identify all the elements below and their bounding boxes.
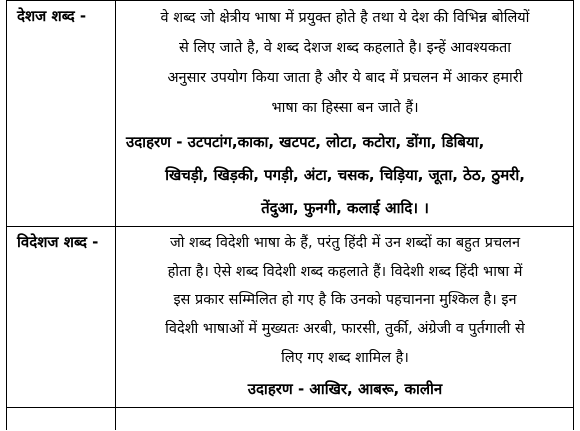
term-cell bbox=[7, 1, 116, 227]
description-line: भाषा का हिस्सा बन जाते हैं। bbox=[271, 100, 419, 116]
word-type-sheet bbox=[6, 0, 574, 431]
example-line: तेंदुआ, फुनगी, कलाई आदि। । bbox=[261, 199, 429, 217]
description-line: होता है। ऐसे शब्द विदेशी शब्द कहलाते हैं। विदेशी शब्द हिंदी भाषा में bbox=[167, 264, 523, 280]
description-line: इस प्रकार सम्मिलित हो गए है कि उनको पहचानना मुश्किल है। इन bbox=[173, 292, 517, 308]
term-label: विदेशज शब्द - bbox=[17, 233, 99, 251]
table-row-deshaj bbox=[7, 1, 574, 227]
table-row-empty bbox=[7, 408, 574, 431]
description-line: विदेशी भाषाओं में मुख्यतः अरबी, फारसी, तुर्की, अंग्रेजी व पुर्तगाली से bbox=[165, 321, 525, 337]
description-cell bbox=[116, 227, 574, 408]
example-line: उदाहरण - उटपटांग,काका, खटपट, लोटा, कटोरा, डोंगा, डिबिया, bbox=[126, 133, 485, 151]
word-types-table bbox=[6, 0, 574, 430]
description-line: लिए गए शब्द शामिल है। bbox=[281, 350, 409, 366]
description-cell bbox=[116, 1, 574, 227]
description-line: से लिए जाते है, वे शब्द देशज शब्द कहलाते है। इन्हें आवश्यकता bbox=[179, 40, 511, 56]
term-label: देशज शब्द - bbox=[17, 7, 87, 25]
empty-cell bbox=[7, 408, 116, 431]
term-cell bbox=[7, 227, 116, 408]
empty-cell bbox=[116, 408, 574, 431]
table-row-videshaj bbox=[7, 227, 574, 408]
description-line: अनुसार उपयोग किया जाता है और ये बाद में प्रचलन में आकर हमारी bbox=[167, 70, 523, 86]
description-line: जो शब्द विदेशी भाषा के हैं, परंतु हिंदी में उन शब्दों का बहुत प्रचलन bbox=[169, 235, 521, 251]
example-line: उदाहरण - आखिर, आबरू, कालीन bbox=[247, 380, 443, 398]
description-line: वे शब्द जो क्षेत्रीय भाषा में प्रयुक्त होते है तथा ये देश की विभिन्न बोलियों bbox=[160, 10, 530, 26]
example-line: खिचड़ी, खिड़की, पगड़ी, अंटा, चसक, चिड़िया, जूता, ठेठ, ठुमरी, bbox=[165, 166, 525, 184]
